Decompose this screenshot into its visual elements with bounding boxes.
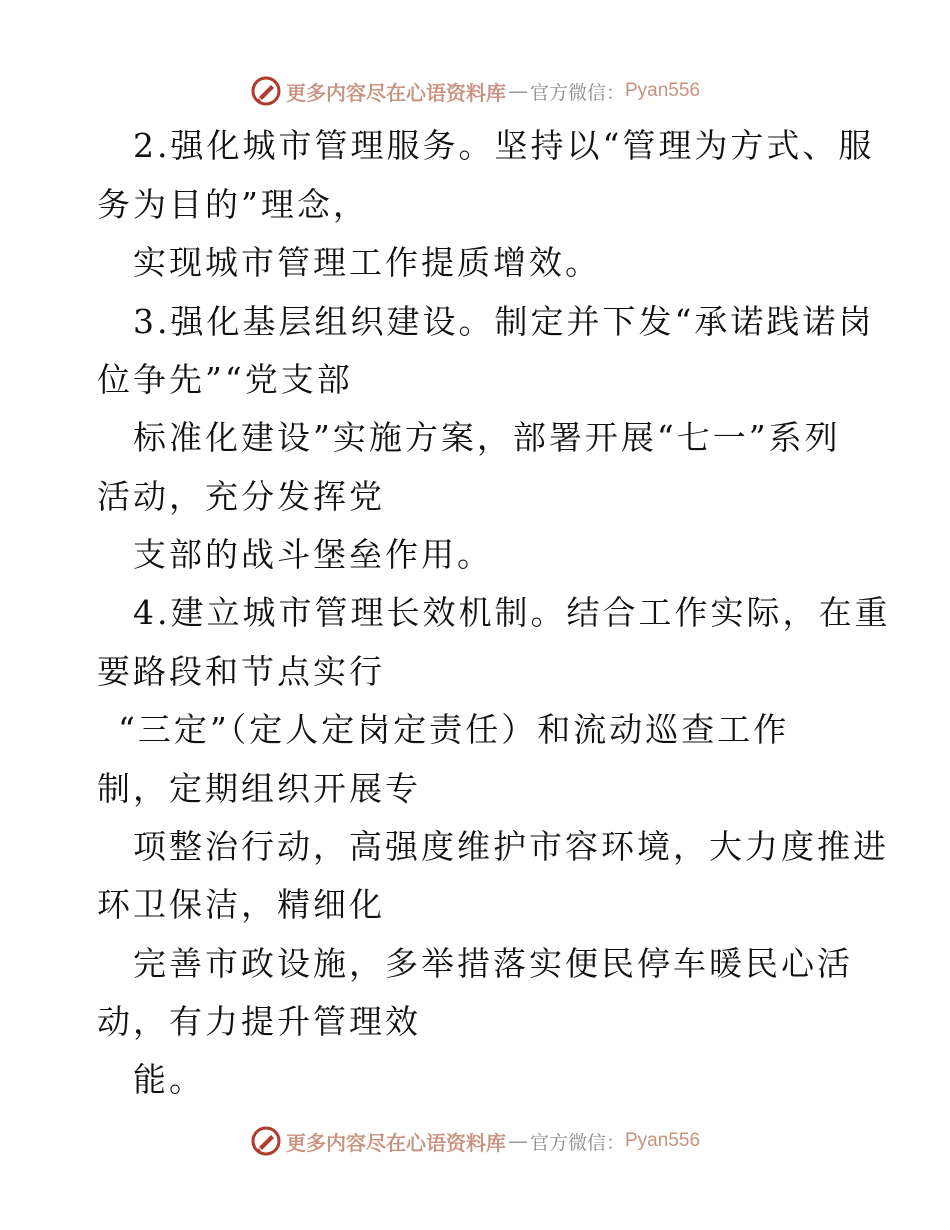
body-line: “三定”（定人定岗定责任）和流动巡查工作 — [118, 710, 790, 749]
body-line: 支部的战斗堡垒作用。 — [133, 535, 493, 574]
watermark-wechat-id: Pyan556 — [625, 1130, 701, 1151]
body-line: 要路段和节点实行 — [97, 652, 385, 691]
pen-seal-icon — [250, 1125, 282, 1157]
body-line: 制，定期组织开展专 — [97, 769, 421, 808]
body-line: 2.强化城市管理服务。坚持以“管理为方式、服 — [133, 126, 875, 165]
body-line: 活动，充分发挥党 — [97, 477, 385, 516]
body-line: 动，有力提升管理效 — [97, 1002, 421, 1041]
body-line: 3.强化基层组织建设。制定并下发“承诺践诺岗 — [133, 302, 875, 341]
footer-watermark — [0, 1121, 950, 1161]
watermark-brand-text: 更多内容尽在心语资料库 — [285, 1130, 506, 1155]
watermark-separator: — — [507, 79, 528, 103]
body-line: 项整治行动，高强度维护市容环境，大力度推进 — [133, 827, 889, 866]
watermark-wechat-id: Pyan556 — [625, 80, 701, 101]
body-line: 标准化建设”实施方案，部署开展“七一”系列 — [133, 418, 841, 457]
body-line: 4.建立城市管理长效机制。结合工作实际，在重 — [133, 593, 891, 632]
body-line: 环卫保洁，精细化 — [97, 885, 385, 924]
body-line: 完善市政设施，多举措落实便民停车暖民心活 — [133, 944, 853, 983]
body-line: 实现城市管理工作提质增效。 — [133, 243, 601, 282]
watermark-separator: — — [507, 1129, 528, 1153]
watermark-brand-text: 更多内容尽在心语资料库 — [285, 80, 506, 105]
body-line: 务为目的”理念， — [97, 185, 369, 224]
watermark-wechat-label: 官方微信： — [529, 1131, 625, 1154]
body-line: 能。 — [133, 1060, 205, 1099]
watermark-wechat-label: 官方微信： — [529, 81, 625, 104]
body-line: 位争先”“党支部 — [97, 360, 353, 399]
